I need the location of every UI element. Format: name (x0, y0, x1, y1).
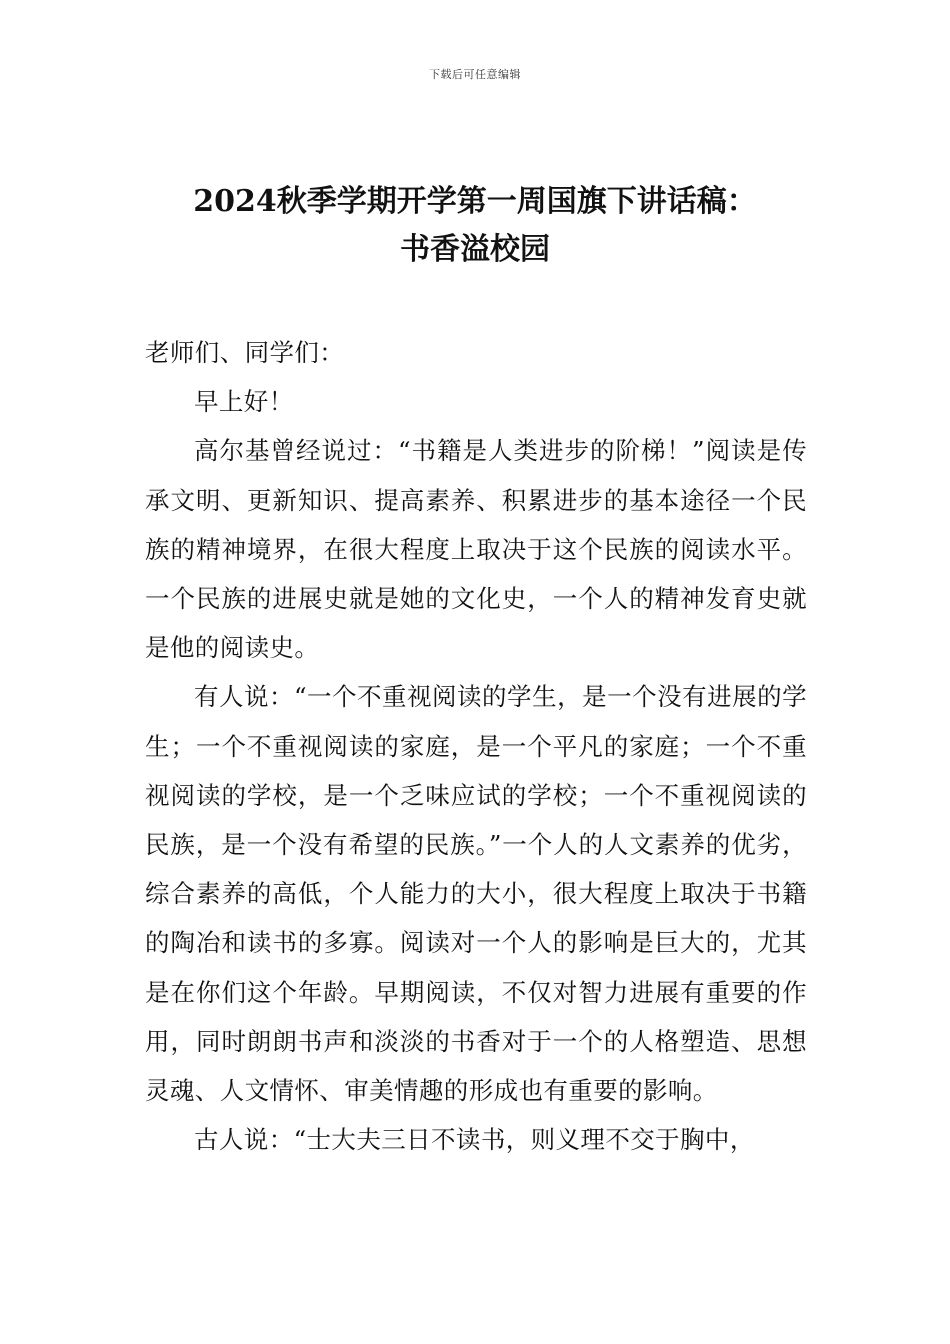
salutation: 老师们、同学们： (145, 338, 345, 367)
header-note: 下载后可任意编辑 (429, 68, 521, 81)
document-body (145, 328, 807, 1164)
title-line-1: 2024秋季学期开学第一周国旗下讲话稿： (193, 184, 757, 219)
title-line-2: 书香溢校园 (400, 232, 550, 267)
paragraph-someone-said: 有人说：“一个不重视阅读的学生，是一个没有进展的学生；一个不重视阅读的家庭，是一个平凡的家庭；一个不重视阅读的学校，是一个乏味应试的学校；一个不重视阅读的民族，是一个没有希望的民族。”一个人的人文素养的优劣，综合素养的高低，个人能力的大小，很大程度上取决于书籍的陶冶和读书的多寡。阅读对一个人的影响是巨大的，尤其是在你们这个年龄。早期阅读，不仅对智力进展有重要的作用，同时朗朗书声和淡淡的书香对于一个的人格塑造、思想灵魂、人文情怀、审美情趣的形成也有重要的影响。 (145, 682, 807, 1106)
document-title (120, 178, 830, 274)
paragraph-gorky-quote: 高尔基曾经说过：“书籍是人类进步的阶梯！”阅读是传承文明、更新知识、提高素养、积累进步的基本途径一个民族的精神境界，在很大程度上取决于这个民族的阅读水平。一个民族的进展史就是她的文化史，一个人的精神发育史就是他的阅读史。 (145, 436, 807, 663)
paragraph-ancients-said: 古人说：“士大夫三日不读书，则义理不交于胸中， (194, 1125, 755, 1155)
paragraph-greeting: 早上好！ (194, 387, 294, 417)
